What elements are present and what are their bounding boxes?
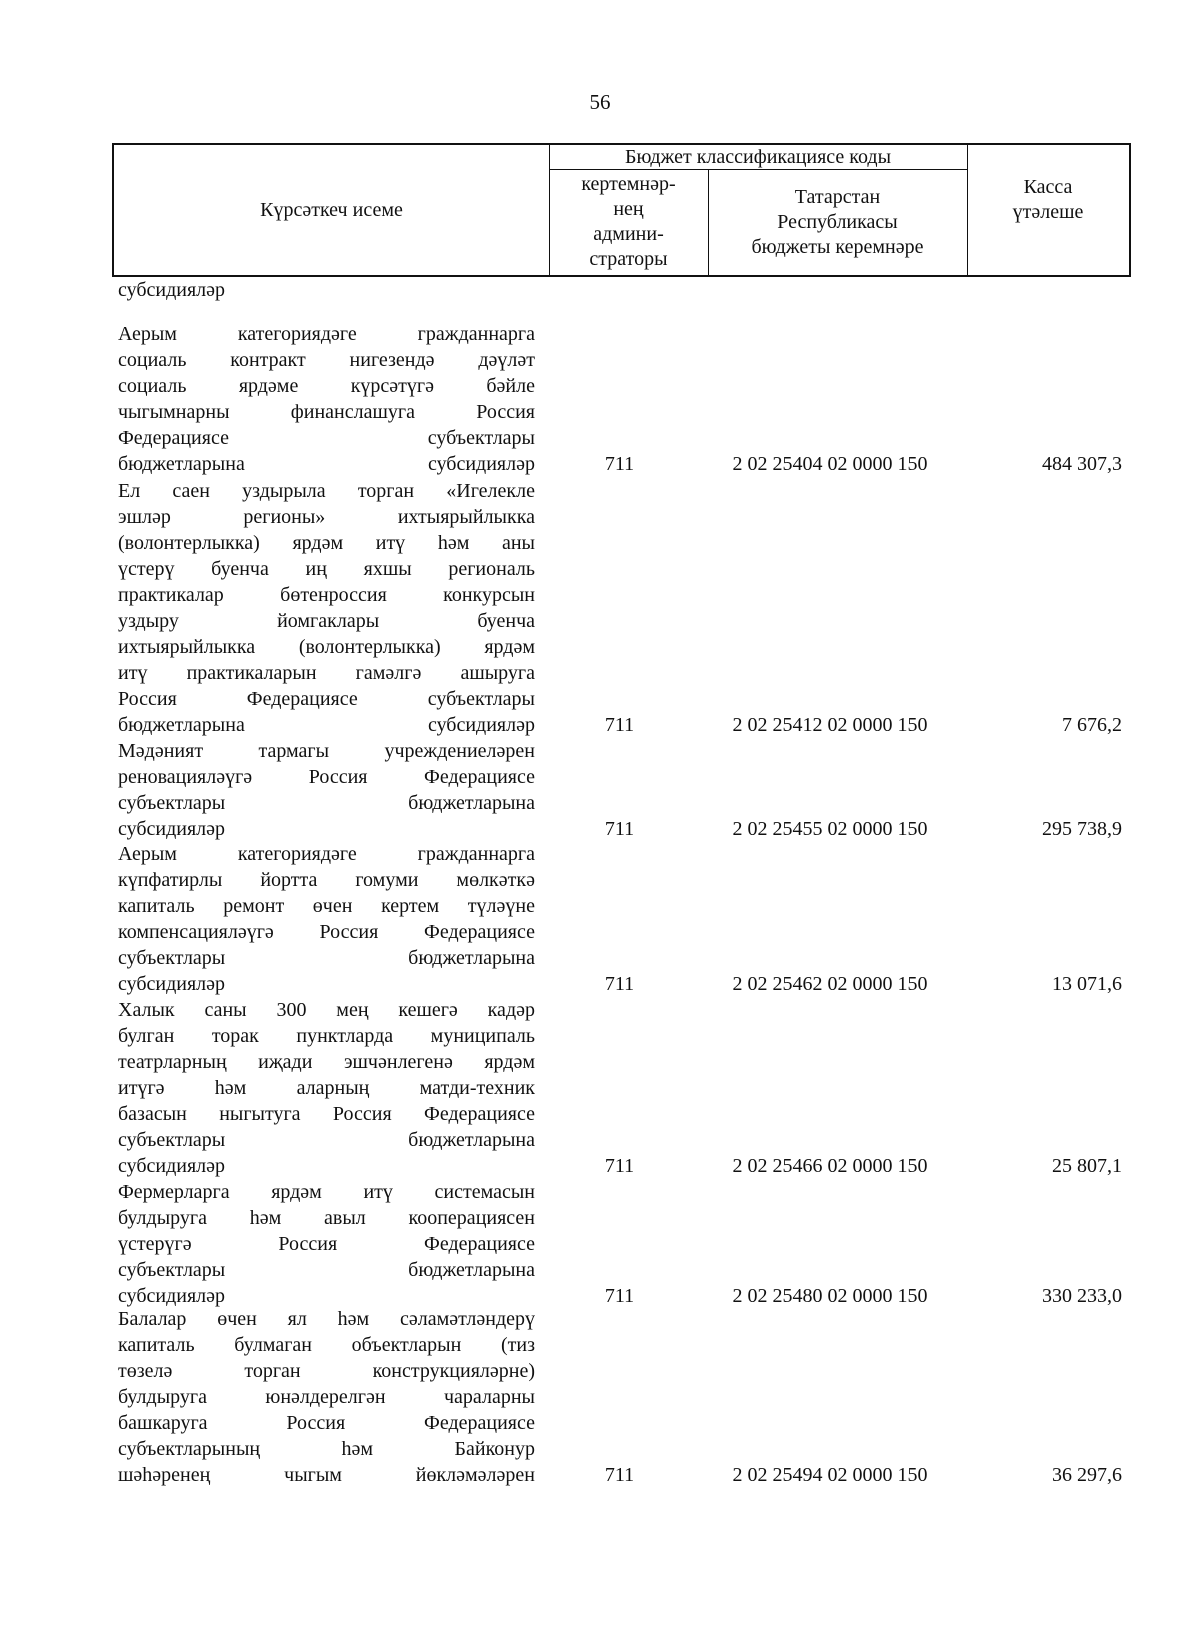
indicator-name-line: субсидияләр [118, 818, 226, 840]
indicator-name-line: чыгымнарны финанслашуга Россия [118, 401, 535, 423]
cash-execution-amount: 13 071,6 [1052, 973, 1122, 995]
header-tatarstan-budget-revenue: Татарстан Республикасы бюджеты керемнәре [751, 185, 924, 258]
cash-execution-amount: 36 297,6 [1052, 1464, 1122, 1486]
indicator-name-line: күпфатирлы йортта гомуми мөлкәткә [118, 869, 535, 891]
budget-revenue-code: 2 02 25480 02 0000 150 [732, 1285, 928, 1307]
indicator-name-line: булдыруга юнәлдерелгән чараларны [118, 1386, 535, 1408]
table-header [112, 143, 1131, 277]
administrator-code: 711 [604, 1285, 635, 1307]
budget-revenue-code: 2 02 25404 02 0000 150 [732, 453, 928, 475]
indicator-name-line: практикалар бөтенроссия конкурсын [118, 584, 535, 606]
cash-execution-amount: 484 307,3 [1042, 453, 1122, 475]
indicator-name-line: башкаруга Россия Федерациясе [118, 1412, 535, 1434]
indicator-name-line: Мәдәният тармагы учреждениеләрен [118, 740, 535, 762]
indicator-name-line: шәһәренең чыгым йөкләмәләрен [118, 1464, 535, 1486]
indicator-name-line: булдыруга һәм авыл кооперациясен [118, 1207, 535, 1229]
indicator-name-line: булган торак пунктларда муниципаль [118, 1025, 535, 1047]
indicator-name-line: реновацияләүгә Россия Федерациясе [118, 766, 535, 788]
indicator-name-line: эшләр регионы» ихтыярыйлыкка [118, 506, 535, 528]
indicator-name-line: Балалар өчен ял һәм сәламәтләндерү [118, 1308, 535, 1330]
indicator-name-line: субъектлары бюджетларына [118, 792, 535, 814]
indicator-name-line: Аерым категориядәге гражданнарга [118, 323, 535, 345]
administrator-code: 711 [604, 453, 635, 475]
indicator-name-line: капиталь булмаган объектларын (тиз [118, 1334, 535, 1356]
indicator-name-line: театрларның иҗади эшчәнлегенә ярдәм [118, 1051, 535, 1073]
indicator-name-line: үстерү буенча иң яхшы региональ [118, 558, 535, 580]
indicator-name-line: (волонтерлыкка) ярдәм итү һәм аны [118, 532, 535, 554]
header-cash-execution: Касса үтәлеше [1012, 176, 1084, 223]
administrator-code: 711 [604, 818, 635, 840]
leading-text: субсидияләр [118, 279, 226, 301]
cash-execution-amount: 330 233,0 [1042, 1285, 1122, 1307]
indicator-name-line: Федерациясе субъектлары [118, 427, 535, 449]
cash-execution-amount: 25 807,1 [1052, 1155, 1122, 1177]
indicator-name-line: субсидияләр [118, 1285, 226, 1307]
indicator-name-line: социаль ярдәме күрсәтүгә бәйле [118, 375, 535, 397]
indicator-name-line: Россия Федерациясе субъектлары [118, 688, 535, 710]
cash-execution-amount: 295 738,9 [1042, 818, 1122, 840]
budget-revenue-code: 2 02 25494 02 0000 150 [732, 1464, 928, 1486]
indicator-name-line: бюджетларына субсидияләр [118, 453, 535, 475]
indicator-name-line: төзелә торган конструкцияләрне) [118, 1360, 535, 1382]
indicator-name-line: социаль контракт нигезендә дәүләт [118, 349, 535, 371]
indicator-name-line: субъектларының һәм Байконур [118, 1438, 535, 1460]
indicator-name-line: итүгә һәм аларның матди-техник [118, 1077, 535, 1099]
administrator-code: 711 [604, 1464, 635, 1486]
indicator-name-line: Аерым категориядәге гражданнарга [118, 843, 535, 865]
budget-revenue-code: 2 02 25466 02 0000 150 [732, 1155, 928, 1177]
indicator-name-line: Ел саен уздырыла торган «Игелекле [118, 480, 535, 502]
header-indicator-name: Күрсәткеч исеме [260, 198, 403, 221]
administrator-code: 711 [604, 714, 635, 736]
page-number: 56 [589, 90, 611, 114]
indicator-name-line: субсидияләр [118, 1155, 226, 1177]
cash-execution-amount: 7 676,2 [1062, 714, 1122, 736]
indicator-name-line: бюджетларына субсидияләр [118, 714, 535, 736]
indicator-name-line: субъектлары бюджетларына [118, 1129, 535, 1151]
indicator-name-line: Фермерларга ярдәм итү системасын [118, 1181, 535, 1203]
indicator-name-line: субсидияләр [118, 973, 226, 995]
indicator-name-line: компенсацияләүгә Россия Федерациясе [118, 921, 535, 943]
header-revenue-administrator: кертемнәр- нең админи- страторы [581, 173, 676, 270]
administrator-code: 711 [604, 1155, 635, 1177]
budget-revenue-code: 2 02 25412 02 0000 150 [732, 714, 928, 736]
budget-revenue-code: 2 02 25455 02 0000 150 [732, 818, 928, 840]
indicator-name-line: субъектлары бюджетларына [118, 1259, 535, 1281]
indicator-name-line: үстерүгә Россия Федерациясе [118, 1233, 535, 1255]
indicator-name-line: итү практикаларын гамәлгә ашыруга [118, 662, 535, 684]
header-budget-classification-codes: Бюджет классификациясе коды [624, 145, 892, 168]
indicator-name-line: базасын ныгытуга Россия Федерациясе [118, 1103, 535, 1125]
indicator-name-line: Халык саны 300 мең кешегә кадәр [118, 999, 535, 1021]
indicator-name-line: капиталь ремонт өчен кертем түләүне [118, 895, 535, 917]
indicator-name-line: ихтыярыйлыкка (волонтерлыкка) ярдәм [118, 636, 535, 658]
administrator-code: 711 [604, 973, 635, 995]
indicator-name-line: субъектлары бюджетларына [118, 947, 535, 969]
budget-revenue-code: 2 02 25462 02 0000 150 [732, 973, 928, 995]
indicator-name-line: уздыру йомгаклары буенча [118, 610, 535, 632]
